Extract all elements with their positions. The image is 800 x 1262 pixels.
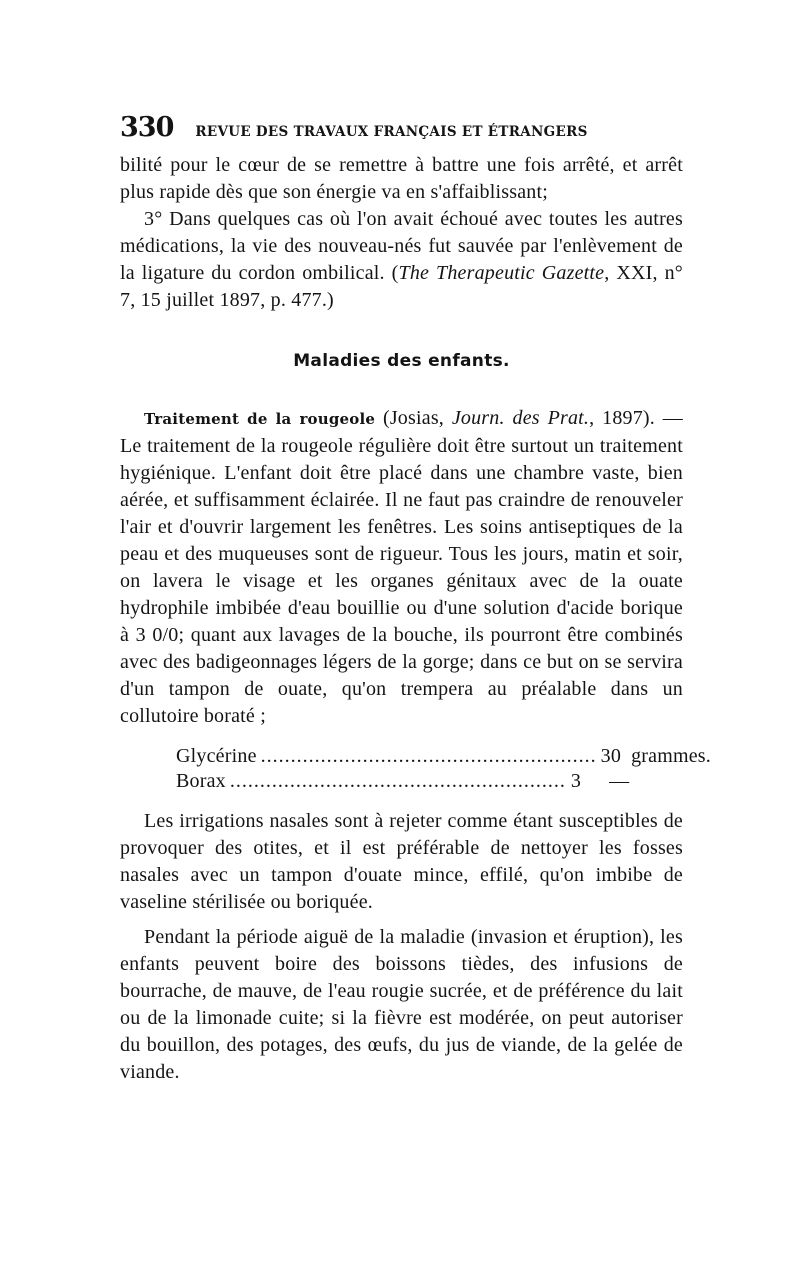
ingredient-unit: grammes.: [631, 745, 711, 767]
leader-dots: ........................................................: [229, 770, 566, 792]
page-body: [120, 152, 711, 1086]
citation-details: , XXI, n° 7, 15 juillet 1897, p. 477.): [120, 262, 683, 311]
page-header: [120, 112, 690, 143]
page-number: 330: [120, 112, 174, 143]
paragraph-point-3: [120, 206, 683, 314]
section-title: Maladies des enfants.: [293, 351, 510, 371]
paragraph-measles-text: , 1897). — Le traitement de la rougeole régulière doit être surtout un traitement hygiénique. L'enfant doit être placé dans une chambre vaste, bien aérée, et suffisamment éclairée. Il ne faut pas craindre de renouveler l'air et d'ouvrir largement les fenêtres. Les soins antiseptiques de la peau et des muqueuses sont de rigueur. Tous les jours, matin et soir, on lavera le visage et les organes génitaux avec de la ouate hydrophile imbibée d'eau bouillie ou d'une solution d'acide borique à 3 0/0; quant aux lavages de la bouche, ils pourront être combinés avec des badigeonnages légers de la gorge; dans ce but on se servira d'un tampon de ouate, qu'on trempera au préalable dans un collutoire boraté ;: [120, 407, 684, 727]
paragraph-continuation: bilité pour le cœur de se remettre à battre une fois arrêté, et arrêt plus rapide dès que son énergie va en s'affaiblissant;: [120, 154, 683, 203]
paragraph-acute-period: Pendant la période aiguë de la maladie (invasion et éruption), les enfants peuvent boire des boissons tièdes, des infusions de bourrache, de mauve, de l'eau rougie sucrée, et de préférence du lait ou de la limonade cuite; si la fièvre est modérée, on peut autoriser du bouillon, des potages, des œufs, du jus de viande, de la gelée de viande.: [120, 926, 683, 1083]
author-citation-open: (Josias,: [375, 407, 452, 429]
running-head: REVUE DES TRAVAUX FRANÇAIS ET ÉTRANGERS: [195, 124, 588, 140]
prescription-row: [176, 769, 636, 794]
article-lead-title: Traitement de la rougeole: [144, 410, 376, 428]
ingredient-name: Glycérine: [176, 745, 257, 767]
paragraph-point-3-text: 3° Dans quelques cas où l'on avait échoué avec toutes les autres médications, la vie des nouveau-nés fut sauvée par l'enlèvement de la ligature du cordon ombilical. (: [120, 208, 683, 284]
leader-dots: ........................................................: [260, 745, 597, 767]
journal-title: The Therapeutic Gazette: [398, 262, 605, 284]
prescription-row: [176, 744, 711, 769]
ingredient-quantity: 30: [600, 745, 622, 767]
paragraph-nasal-irrigation: Les irrigations nasales sont à rejeter comme étant susceptibles de provoquer des otites, et il est préférable de nettoyer les fosses nasales avec un tampon d'ouate mince, effilé, qu'on imbibe de vaseline stérilisée ou boriquée.: [120, 810, 683, 913]
paragraph-measles-treatment: [120, 405, 683, 730]
ingredient-quantity: 3: [570, 770, 582, 792]
prescription-table: [176, 744, 711, 794]
ingredient-name: Borax: [176, 770, 226, 792]
ingredient-unit: —: [609, 770, 630, 792]
journal-title: Journ. des Prat.: [451, 407, 590, 429]
